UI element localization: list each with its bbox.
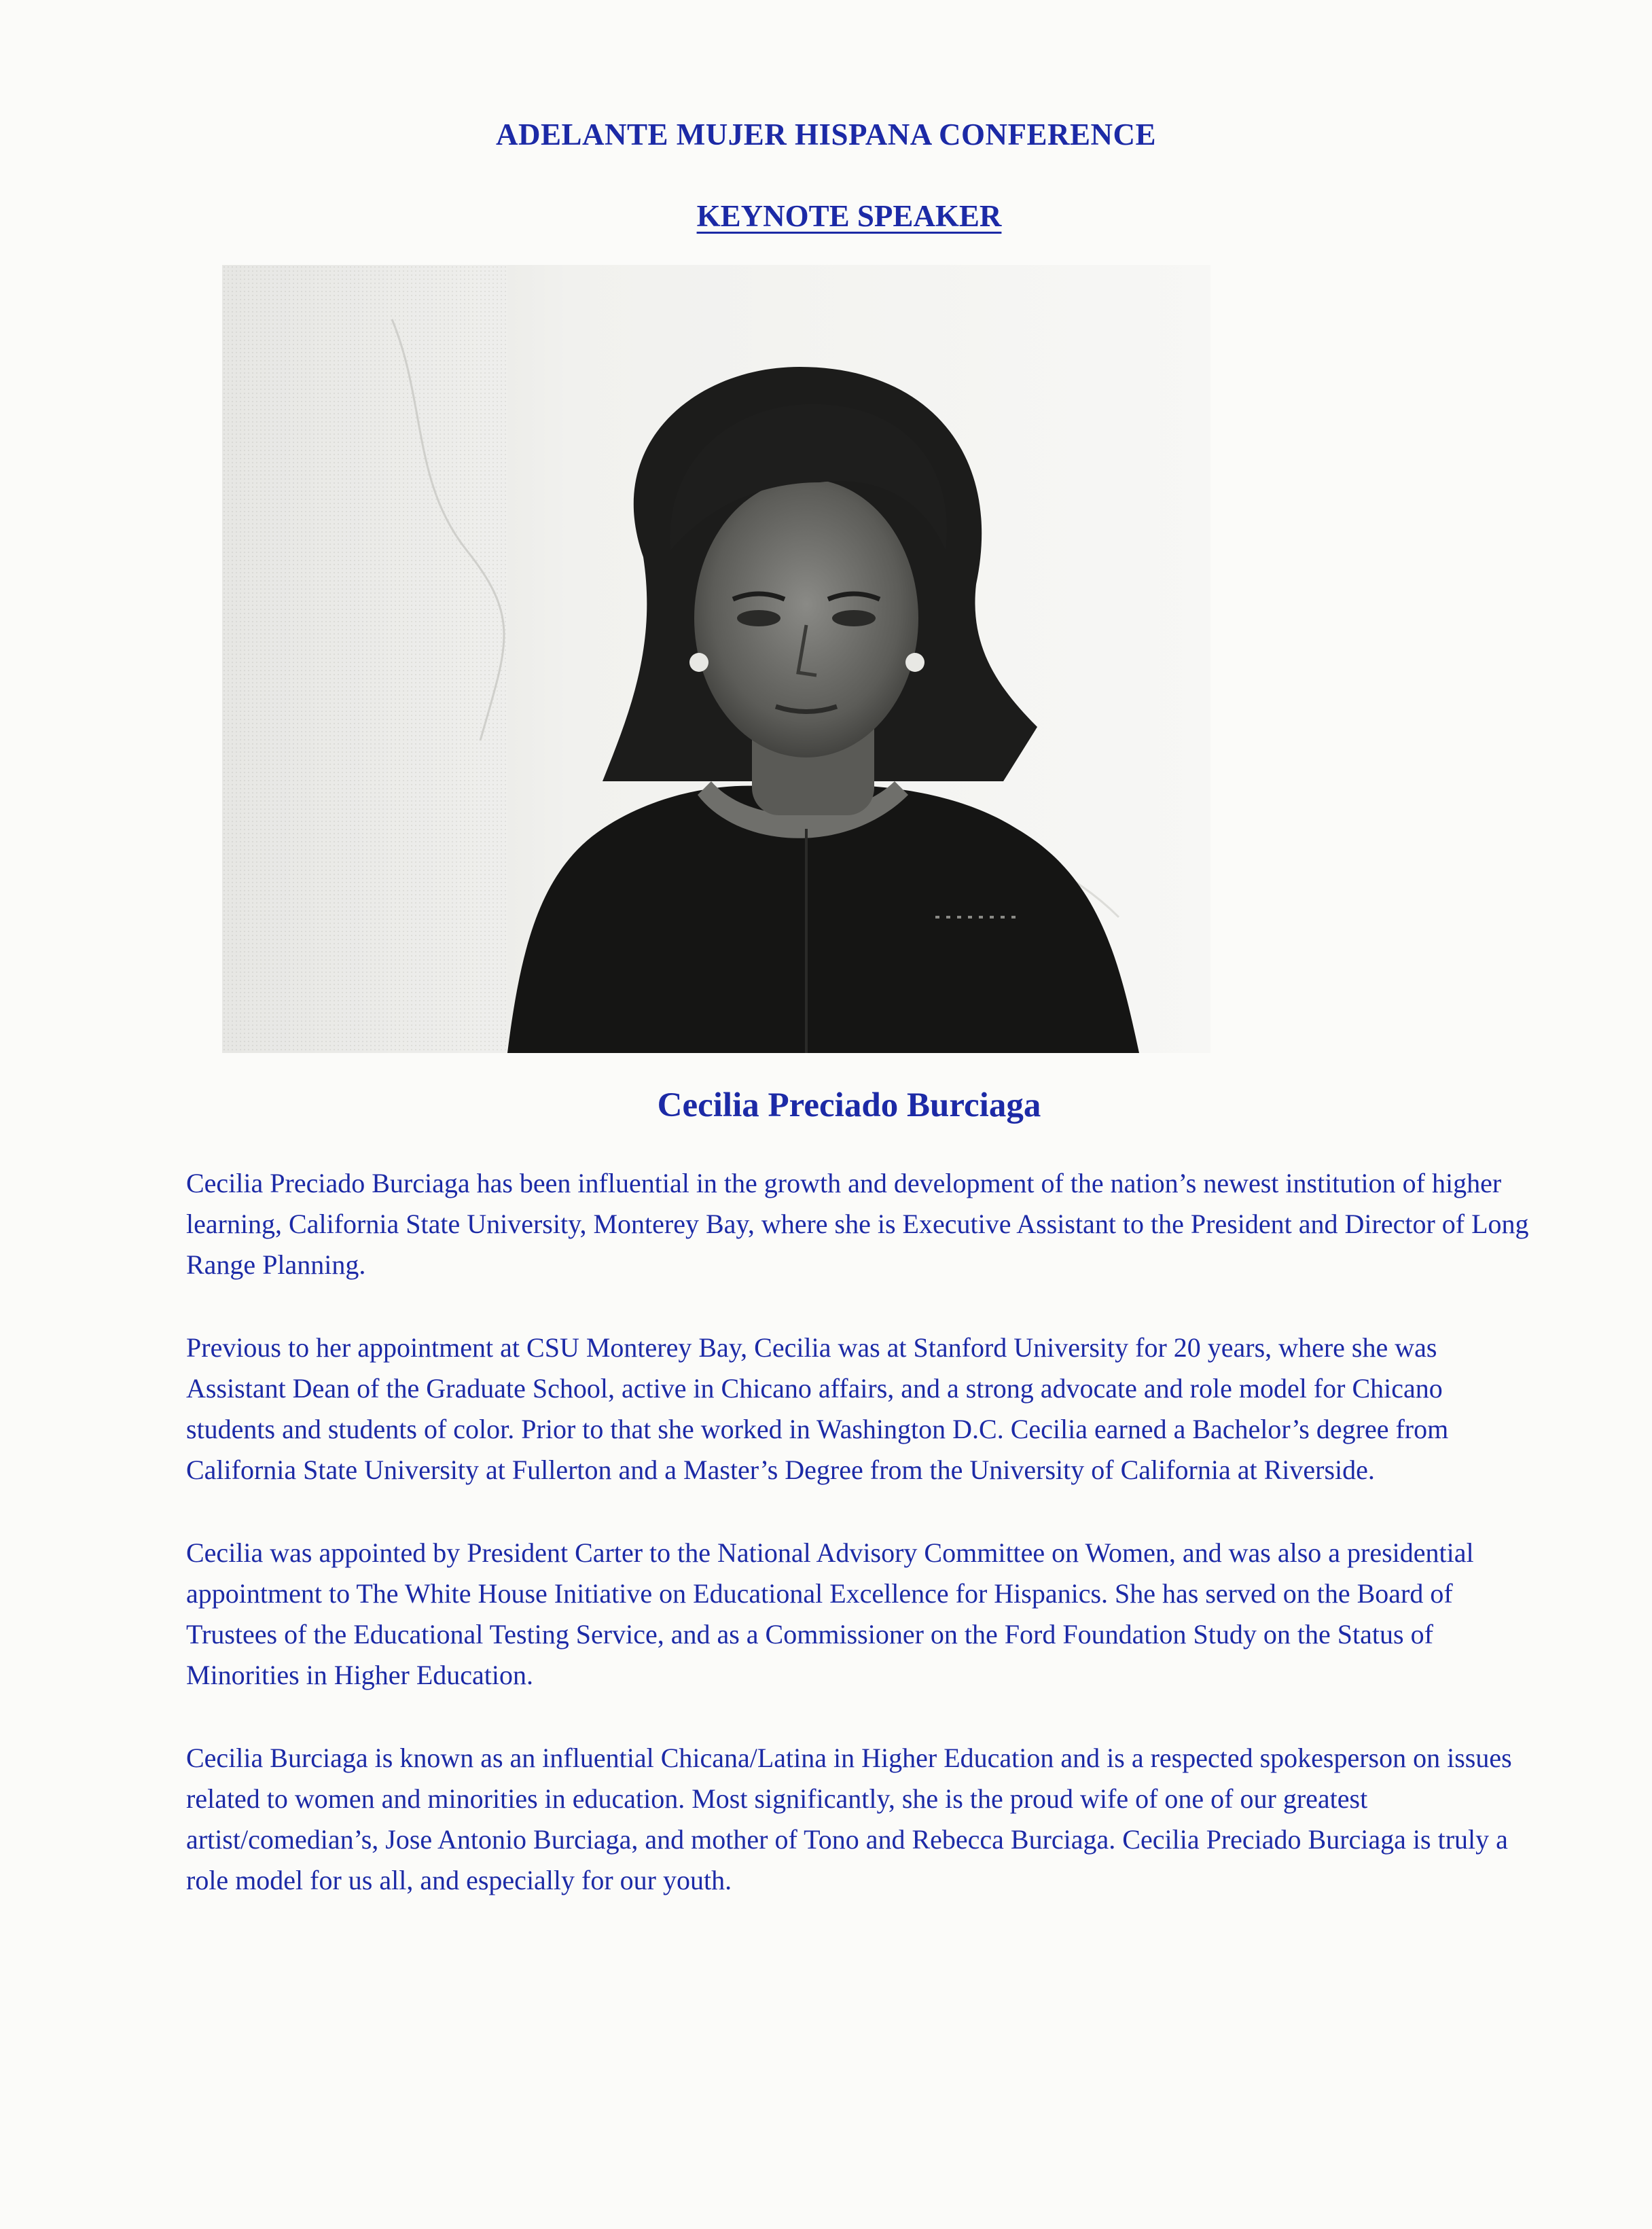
bio-paragraph: Cecilia was appointed by President Carter to the National Advisory Committee on Women, and was also a presidential appointment to The White House Initiative on Educational Excellence for Hispanics. She has served on the Board of Trustees of the Educational Testing Service, and as a Commissioner on the Ford Foundation Study on the Status of Minorities in Higher Education.	[186, 1537, 1474, 1690]
bio-paragraph: Cecilia Preciado Burciaga has been influential in the growth and development of the nation’s newest institution of higher learning, California State University, Monterey Bay, where she is Executive Assistant to the President and Director of Long Range Planning.	[186, 1168, 1529, 1280]
conference-title: ADELANTE MUJER HISPANA CONFERENCE	[495, 118, 1156, 151]
bio-paragraph: Cecilia Burciaga is known as an influential Chicana/Latina in Higher Education and is a respected spokesperson on issues related to women and minorities in education. Most significantly, she is the proud wife of one of our greatest artist/comedian’s, Jose Antonio Burciaga, and mother of Tono and Rebecca Burciaga. Cecilia Preciado Burciaga is truly a role model for us all, and especially for our youth.	[186, 1743, 1512, 1895]
speaker-biography	[186, 1163, 1538, 1943]
portrait-illustration	[222, 265, 1210, 1053]
keynote-heading	[0, 198, 1652, 234]
keynote-label: KEYNOTE SPEAKER	[696, 199, 1002, 233]
bio-paragraph: Previous to her appointment at CSU Monterey Bay, Cecilia was at Stanford University for 20 years, where she was Assistant Dean of the Graduate School, active in Chicano affairs, and a strong advocate and role model for Chicano students and students of color. Prior to that she worked in Washington D.C. Cecilia earned a Bachelor’s degree from California State University at Fullerton and a Master’s Degree from the University of California at Riverside.	[186, 1332, 1449, 1485]
speaker-name: Cecilia Preciado Burciaga	[657, 1086, 1041, 1124]
speaker-photo	[222, 265, 1210, 1053]
